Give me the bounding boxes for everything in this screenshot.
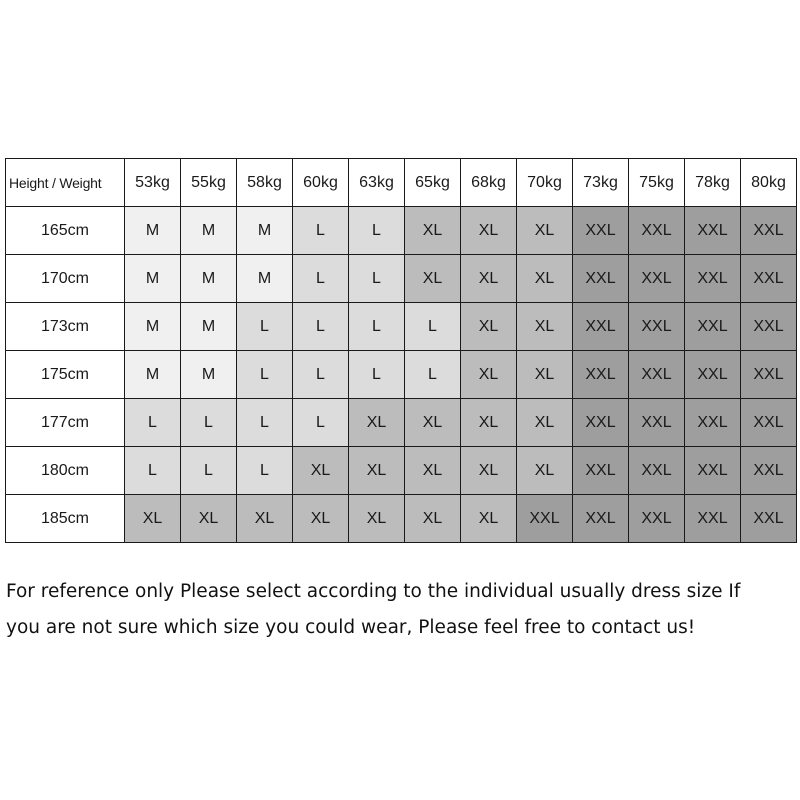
size-cell: XXL (741, 399, 797, 447)
height-label: 177cm (6, 399, 125, 447)
size-cell: L (349, 207, 405, 255)
header-row (6, 159, 797, 207)
size-cell: M (237, 255, 293, 303)
size-cell: L (293, 399, 349, 447)
size-cell: L (349, 255, 405, 303)
reference-note (6, 574, 786, 646)
size-cell: XXL (629, 351, 685, 399)
size-cell: L (293, 255, 349, 303)
size-cell: XL (349, 399, 405, 447)
size-cell: XXL (629, 447, 685, 495)
height-label: 185cm (6, 495, 125, 543)
size-cell: XL (405, 495, 461, 543)
size-cell: XL (181, 495, 237, 543)
size-cell: L (405, 303, 461, 351)
weight-header: 70kg (517, 159, 573, 207)
weight-header: 65kg (405, 159, 461, 207)
size-cell: L (181, 447, 237, 495)
table-row (6, 207, 797, 255)
size-cell: XXL (573, 351, 629, 399)
size-cell: XXL (741, 495, 797, 543)
size-cell: XL (461, 255, 517, 303)
size-cell: XXL (685, 351, 741, 399)
weight-header: 68kg (461, 159, 517, 207)
size-cell: L (237, 351, 293, 399)
size-cell: XL (517, 399, 573, 447)
size-cell: XXL (573, 495, 629, 543)
size-cell: XXL (741, 351, 797, 399)
size-cell: XL (405, 447, 461, 495)
size-cell: XL (293, 495, 349, 543)
weight-header: 58kg (237, 159, 293, 207)
table-row (6, 495, 797, 543)
size-cell: XXL (685, 495, 741, 543)
size-cell: XXL (573, 255, 629, 303)
weight-header: 73kg (573, 159, 629, 207)
size-cell: XXL (741, 303, 797, 351)
table-row (6, 303, 797, 351)
size-cell: XL (461, 303, 517, 351)
weight-header: 60kg (293, 159, 349, 207)
size-cell: XL (461, 447, 517, 495)
size-cell: L (237, 399, 293, 447)
size-cell: M (237, 207, 293, 255)
size-cell: XL (461, 495, 517, 543)
size-cell: L (125, 399, 181, 447)
size-cell: XL (461, 207, 517, 255)
size-cell: XL (293, 447, 349, 495)
size-cell: XXL (629, 399, 685, 447)
size-cell: L (349, 303, 405, 351)
size-cell: M (181, 255, 237, 303)
size-chart-body (6, 159, 797, 543)
size-cell: L (405, 351, 461, 399)
size-cell: XXL (629, 207, 685, 255)
height-label: 180cm (6, 447, 125, 495)
size-cell: XL (517, 447, 573, 495)
weight-header: 78kg (685, 159, 741, 207)
size-cell: L (293, 303, 349, 351)
size-cell: XL (517, 207, 573, 255)
size-cell: XL (461, 399, 517, 447)
size-cell: M (125, 303, 181, 351)
size-cell: XL (517, 303, 573, 351)
corner-header: Height / Weight (6, 159, 125, 207)
size-cell: M (125, 255, 181, 303)
size-cell: L (181, 399, 237, 447)
height-label: 170cm (6, 255, 125, 303)
height-label: 165cm (6, 207, 125, 255)
size-cell: XXL (629, 255, 685, 303)
size-cell: XXL (685, 399, 741, 447)
size-cell: L (349, 351, 405, 399)
weight-header: 53kg (125, 159, 181, 207)
size-cell: XXL (629, 495, 685, 543)
size-cell: XXL (741, 447, 797, 495)
size-cell: M (181, 303, 237, 351)
size-cell: M (181, 207, 237, 255)
size-cell: XXL (685, 255, 741, 303)
size-cell: XL (125, 495, 181, 543)
size-cell: XXL (685, 207, 741, 255)
size-cell: L (293, 351, 349, 399)
size-cell: XXL (685, 303, 741, 351)
size-cell: L (125, 447, 181, 495)
size-cell: XXL (573, 447, 629, 495)
size-cell: XXL (741, 255, 797, 303)
size-cell: XL (461, 351, 517, 399)
size-cell: XXL (573, 399, 629, 447)
size-cell: L (293, 207, 349, 255)
reference-note-line-1: For reference only Please select according to the individual usually dress size If (6, 581, 741, 602)
size-cell: M (181, 351, 237, 399)
size-cell: XL (405, 207, 461, 255)
size-cell: XL (405, 399, 461, 447)
size-cell: XXL (685, 447, 741, 495)
height-label: 173cm (6, 303, 125, 351)
reference-note-line-2: you are not sure which size you could wear, Please feel free to contact us! (6, 617, 696, 638)
size-cell: XL (517, 351, 573, 399)
height-label: 175cm (6, 351, 125, 399)
size-cell: L (237, 303, 293, 351)
size-cell: XL (517, 255, 573, 303)
weight-header: 80kg (741, 159, 797, 207)
size-chart-table (5, 158, 797, 543)
weight-header: 63kg (349, 159, 405, 207)
table-row (6, 351, 797, 399)
size-cell: XXL (573, 207, 629, 255)
size-cell: XXL (741, 207, 797, 255)
size-cell: XL (349, 495, 405, 543)
size-cell: XXL (517, 495, 573, 543)
table-row (6, 255, 797, 303)
size-cell: XL (349, 447, 405, 495)
size-cell: M (125, 207, 181, 255)
size-cell: M (125, 351, 181, 399)
weight-header: 55kg (181, 159, 237, 207)
size-cell: XXL (573, 303, 629, 351)
size-cell: XXL (629, 303, 685, 351)
size-cell: XL (237, 495, 293, 543)
size-cell: L (237, 447, 293, 495)
weight-header: 75kg (629, 159, 685, 207)
size-cell: XL (405, 255, 461, 303)
table-row (6, 447, 797, 495)
table-row (6, 399, 797, 447)
